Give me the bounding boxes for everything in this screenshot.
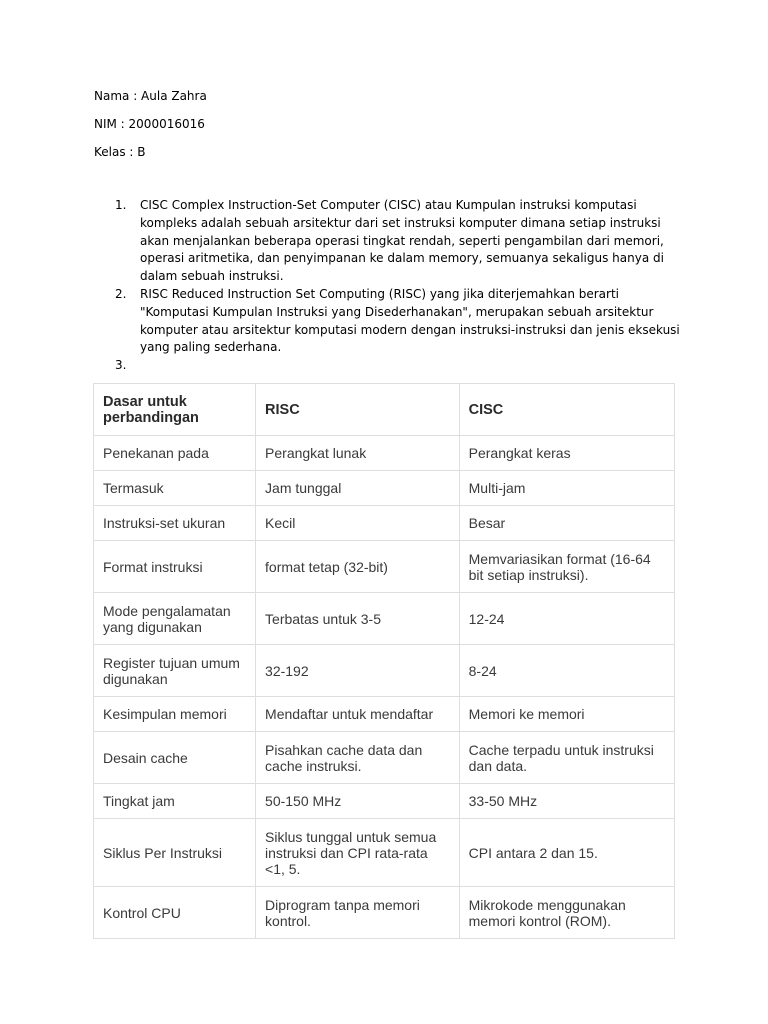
answer-list	[112, 197, 682, 375]
table-row	[94, 593, 675, 645]
table-cell: Instruksi-set ukuran	[94, 506, 256, 541]
comparison-table	[93, 383, 675, 939]
table-cell: 32-192	[256, 645, 460, 697]
student-nim: NIM : 2000016016	[94, 117, 205, 131]
table-cell: Penekanan pada	[94, 436, 256, 471]
table-cell: Termasuk	[94, 471, 256, 506]
table-cell: Mendaftar untuk mendaftar	[256, 697, 460, 732]
table-cell: Perangkat keras	[459, 436, 674, 471]
table-cell: Jam tunggal	[256, 471, 460, 506]
table-cell: Siklus tunggal untuk semua instruksi dan CPI rata-rata <1, 5.	[256, 819, 460, 887]
table-cell: Diprogram tanpa memori kontrol.	[256, 887, 460, 939]
table-cell: Cache terpadu untuk instruksi dan data.	[459, 732, 674, 784]
table-row	[94, 819, 675, 887]
table-row	[94, 645, 675, 697]
table-row	[94, 471, 675, 506]
table-cell: Kontrol CPU	[94, 887, 256, 939]
list-item	[112, 286, 682, 357]
table-cell: 33-50 MHz	[459, 784, 674, 819]
table-cell: 12-24	[459, 593, 674, 645]
table-cell: CPI antara 2 dan 15.	[459, 819, 674, 887]
list-text	[140, 358, 144, 372]
table-cell: Pisahkan cache data dan cache instruksi.	[256, 732, 460, 784]
table-row	[94, 541, 675, 593]
table-row	[94, 784, 675, 819]
table-cell: Besar	[459, 506, 674, 541]
table-cell: Register tujuan umum digunakan	[94, 645, 256, 697]
table-row	[94, 732, 675, 784]
table-row	[94, 697, 675, 732]
list-number: 2.	[115, 286, 127, 301]
list-text: RISC Reduced Instruction Set Computing (RISC) yang jika diterjemahkan berarti "Komputasi Kumpulan Instruksi yang Disederhanakan", merupakan sebuah arsitektur komputer atau arsitektur komputasi modern dengan instruksi-instruksi dan jenis eksekusi yang paling sederhana.	[140, 286, 680, 355]
table-cell: Mikrokode menggunakan memori kontrol (ROM).	[459, 887, 674, 939]
header-cell: Dasar untuk perbandingan	[94, 384, 256, 436]
table-cell: Tingkat jam	[94, 784, 256, 819]
table-cell: Kesimpulan memori	[94, 697, 256, 732]
table-cell: Format instruksi	[94, 541, 256, 593]
list-number: 1.	[115, 198, 127, 212]
table-cell: Terbatas untuk 3-5	[256, 593, 460, 645]
list-item	[112, 197, 682, 286]
table-row	[94, 436, 675, 471]
list-text: CISC Complex Instruction-Set Computer (CISC) atau Kumpulan instruksi komputasi kompleks adalah sebuah arsitektur dari set instruksi komputer dimana setiap instruksi akan menjalankan beberapa operasi tingkat rendah, seperti pengambilan dari memori, operasi aritmetika, dan penyimpanan ke dalam memory, semuanya sekaligus hanya di dalam sebuah instruksi.	[140, 198, 664, 284]
table-header-row	[94, 384, 675, 436]
table-cell: Perangkat lunak	[256, 436, 460, 471]
header-cell: RISC	[256, 384, 460, 436]
table-cell: Siklus Per Instruksi	[94, 819, 256, 887]
table-cell: Mode pengalamatan yang digunakan	[94, 593, 256, 645]
table-cell: Memvariasikan format (16-64 bit setiap instruksi).	[459, 541, 674, 593]
table-cell: Kecil	[256, 506, 460, 541]
table-row	[94, 887, 675, 939]
table-cell: Multi-jam	[459, 471, 674, 506]
table-cell: 50-150 MHz	[256, 784, 460, 819]
list-number: 3.	[115, 358, 127, 373]
student-class: Kelas : B	[94, 145, 146, 159]
table-cell: Desain cache	[94, 732, 256, 784]
table-cell: Memori ke memori	[459, 697, 674, 732]
table-cell: format tetap (32-bit)	[256, 541, 460, 593]
list-item	[112, 357, 682, 375]
student-name: Nama : Aula Zahra	[94, 89, 207, 103]
header-cell: CISC	[459, 384, 674, 436]
table-row	[94, 506, 675, 541]
table-cell: 8-24	[459, 645, 674, 697]
